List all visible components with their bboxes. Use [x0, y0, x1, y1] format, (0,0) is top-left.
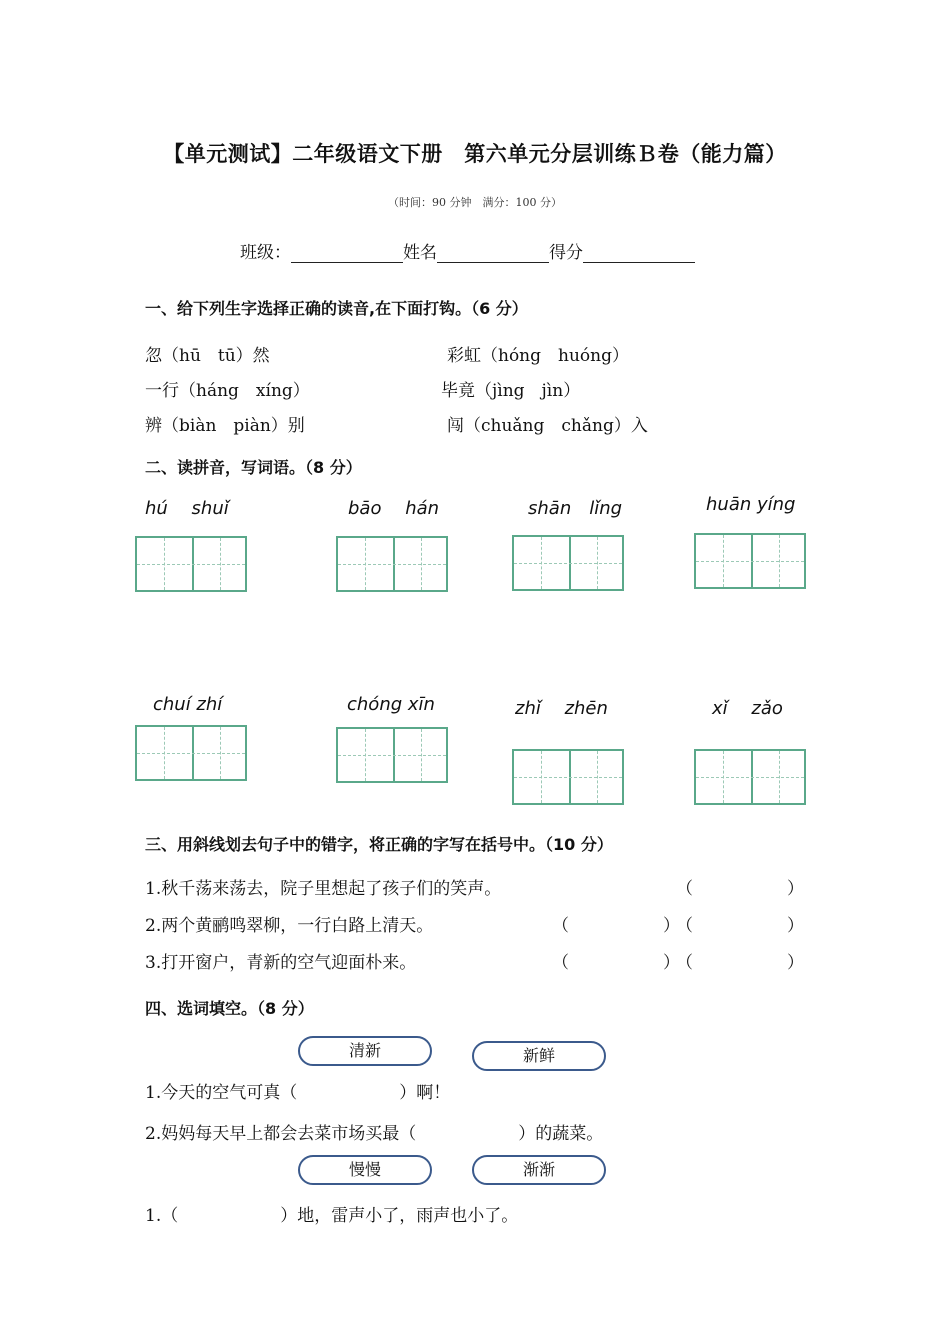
answer-paren-close: ）	[787, 879, 804, 899]
pinyin-label: chóng xīn	[347, 694, 435, 715]
pinyin-label: zhǐ zhēn	[515, 698, 608, 719]
pronunciation-item: 忽（hū tū）然	[145, 346, 270, 366]
fill-sentence: 1.今天的空气可真（ ）啊！	[145, 1083, 451, 1103]
writing-grid[interactable]	[694, 533, 806, 589]
answer-paren-open: （	[552, 953, 569, 973]
word-option[interactable]: 新鲜	[472, 1041, 606, 1071]
answer-paren-open: （	[676, 916, 693, 936]
answer-paren-close: ）	[663, 953, 680, 973]
section-4-heading: 四、选词填空。（8 分）	[145, 999, 314, 1018]
name-field[interactable]	[437, 244, 549, 263]
class-field[interactable]	[291, 244, 403, 263]
correction-sentence: 2.两个黄鹂鸣翠柳，一行白路上清天。	[145, 916, 434, 936]
student-info	[240, 238, 695, 263]
word-option[interactable]: 渐渐	[472, 1155, 606, 1185]
correction-sentence: 1.秋千荡来荡去，院子里想起了孩子们的笑声。	[145, 879, 502, 899]
pinyin-label: shān lǐng	[528, 498, 623, 519]
score-label: 得分	[549, 243, 583, 263]
page-title: 【单元测试】二年级语文下册 第六单元分层训练Ｂ卷（能力篇）	[163, 142, 787, 166]
name-label: 姓名	[403, 243, 437, 263]
answer-paren-open: （	[552, 916, 569, 936]
pinyin-label: hú shuǐ	[145, 498, 229, 519]
word-option[interactable]: 清新	[298, 1036, 432, 1066]
writing-grid[interactable]	[336, 727, 448, 783]
writing-grid[interactable]	[135, 725, 247, 781]
writing-grid[interactable]	[135, 536, 247, 592]
exam-meta: （时间：90 分钟 满分：100 分）	[388, 196, 562, 209]
correction-sentence: 3.打开窗户，青新的空气迎面朴来。	[145, 953, 417, 973]
pinyin-label: xǐ zǎo	[712, 698, 783, 719]
writing-grid[interactable]	[336, 536, 448, 592]
answer-paren-open: （	[676, 953, 693, 973]
answer-paren-close: ）	[787, 953, 804, 973]
fill-sentence: 2.妈妈每天早上都会去菜市场买最（ ）的蔬菜。	[145, 1124, 604, 1144]
pinyin-label: bāo hán	[348, 498, 440, 519]
class-label: 班级：	[240, 243, 291, 263]
word-option[interactable]: 慢慢	[298, 1155, 432, 1185]
pinyin-label: chuí zhí	[153, 694, 223, 715]
pronunciation-item: 辨（biàn piàn）别	[145, 416, 305, 436]
writing-grid[interactable]	[512, 535, 624, 591]
section-3-heading: 三、用斜线划去句子中的错字，将正确的字写在括号中。（10 分）	[145, 835, 613, 854]
section-2-heading: 二、读拼音，写词语。（8 分）	[145, 458, 362, 477]
pronunciation-item: 闯（chuǎng chǎng）入	[447, 416, 648, 436]
section-1-heading: 一、给下列生字选择正确的读音,在下面打钩。（6 分）	[145, 299, 528, 318]
writing-grid[interactable]	[694, 749, 806, 805]
score-field[interactable]	[583, 244, 695, 263]
pronunciation-item: 彩虹（hóng huóng）	[447, 346, 629, 366]
answer-paren-close: ）	[787, 916, 804, 936]
pronunciation-item: 一行（háng xíng）	[145, 381, 310, 401]
pronunciation-item: 毕竟（jìng jìn）	[441, 381, 581, 401]
writing-grid[interactable]	[512, 749, 624, 805]
pinyin-label: huān yíng	[706, 494, 796, 515]
answer-paren-open: （	[676, 879, 693, 899]
fill-sentence: 1.（ ）地，雷声小了，雨声也小了。	[145, 1206, 519, 1226]
answer-paren-close: ）	[663, 916, 680, 936]
